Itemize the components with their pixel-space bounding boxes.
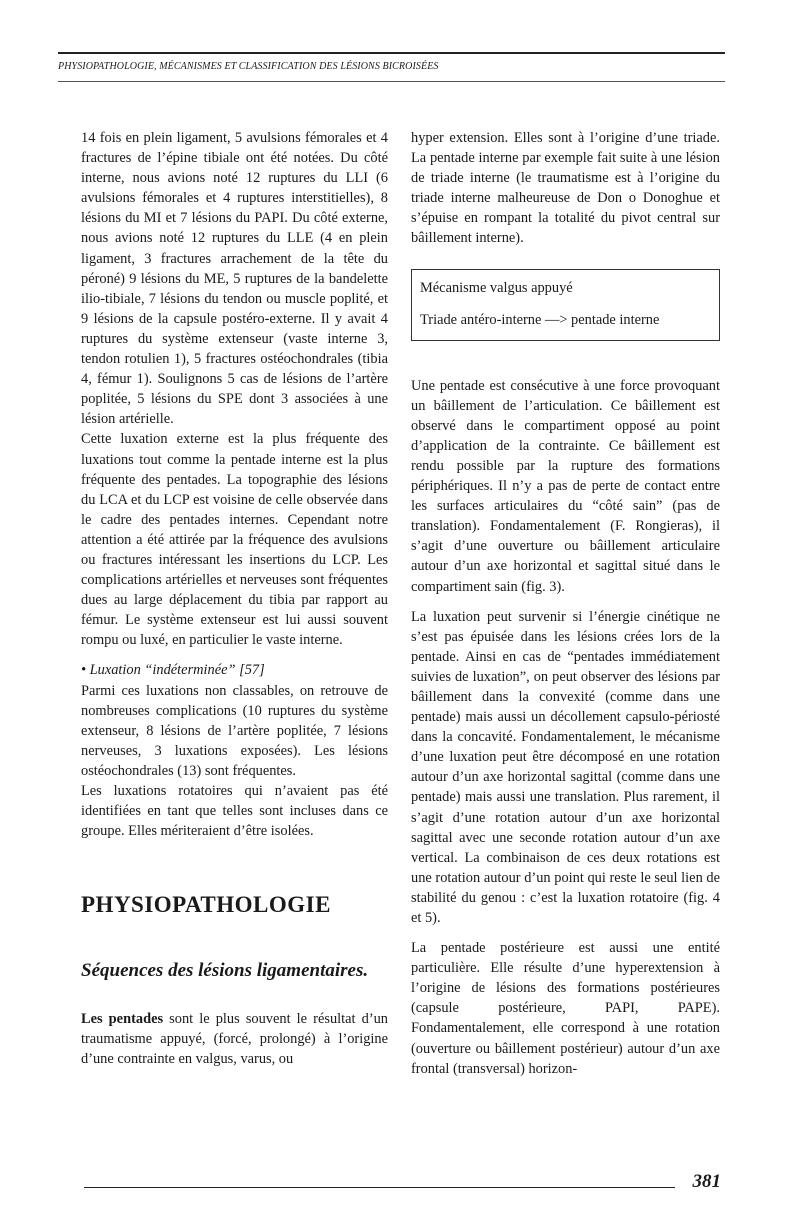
section-subtitle: Séquences des lésions ligamentaires. [81, 960, 369, 982]
paragraph [81, 1009, 388, 1069]
paragraph: Parmi ces luxations non classables, on retrouve de nombreuses complications (10 ruptures du système extenseur, 8 lésions de l’artère poplitée, 7 lésions nerveuses, 3 luxations exposées). Les lésions ostéochondrales (13) sont fréquentes. [81, 682, 388, 779]
right-column [411, 128, 720, 1079]
box-line: Mécanisme valgus appuyé [420, 279, 573, 296]
header-divider [58, 81, 725, 82]
paragraph: La luxation peut survenir si l’énergie cinétique ne s’est pas épuisée dans les lésions crées lors de la pentade. Ainsi en cas de “pentades immédiatement suivies de luxation”, on peut observer des lésions par bâillement dans la convexité (comme dans une pentade) mais aussi un décollement capsulo-périosté dans la concavité. Fondamentalement, le mécanisme d’une luxation peut être décomposé en une rotation autour d’un axe horizontal sagittal (comme dans une pentade) mais aussi une translation. Plus rarement, il s’agit d’une rotation autour d’un axe horizontal sagittal avec une seconde rotation autour d’un axe vertical. La combinaison de ces deux rotations est une rotation autour d’un point qui reste le seul lien de stabilité du genou : c’est la luxation rotatoire (fig. 4 et 5). [411, 608, 720, 926]
page-number: 381 [692, 1171, 721, 1192]
footer-rule [84, 1187, 675, 1188]
subheading-luxation-indeterminee: • Luxation “indéterminée” [57] [81, 662, 265, 679]
paragraph: Les luxations rotatoires qui n’avaient pas été identifiées en tant que telles sont incluses dans ce groupe. Elles mériteraient d’être isolées. [81, 783, 388, 840]
paragraph: La pentade postérieure est aussi une entité particulière. Elle résulte d’une hyperextension à l’origine de lésions des formations postérieures (capsule postérieure, PAPI, PAPE). Fondamentalement, elle correspond à une rotation (ouverture ou bâillement postérieur) autour d’un axe frontal (transversal) horizon- [411, 940, 720, 1077]
mechanism-box [411, 269, 720, 341]
section-title: PHYSIOPATHOLOGIE [81, 892, 331, 918]
bold-term: Les pentades [81, 1011, 164, 1028]
running-header: PHYSIOPATHOLOGIE, MÉCANISMES ET CLASSIFICATION DES LÉSIONS BICROISÉES [58, 61, 439, 72]
box-line: Triade antéro-interne —> pentade interne [420, 311, 660, 328]
paragraph: Une pentade est consécutive à une force provoquant un bâillement de l’articulation. Ce bâillement est observé dans le compartiment opposé au point d’application de la contrainte. Ce bâillement est rendu possible par la rupture des formations périphériques. Il n’y a pas de perte de contact entre les surfaces articulaires du “côté sain” (pas de translation). Fondamentalement (F. Rongieras), il s’agit d’une ouverture ou bâillement articulaire autour d’un axe horizontal et sagittal situé dans le compartiment sain (fig. 3). [411, 377, 720, 595]
paragraph-text: sont le plus souvent le résultat d’un traumatisme appuyé, (forcé, prolongé) à l’origine d’une contrainte en valgus, varus, ou [81, 1011, 388, 1068]
left-column [81, 128, 388, 1070]
paragraph: 14 fois en plein ligament, 5 avulsions fémorales et 4 fractures de l’épine tibiale ont été notées. Du côté interne, nous avions noté 12 ruptures du LLI (6 avulsions fémorales et 4 ruptures interstitielles), 8 lésions du MI et 7 lésions du PAPI. Du côté externe, nous avions noté 12 ruptures du LLE (4 en plein ligament, 3 fractures arrachement de la tête du péroné) 9 lésions du ME, 5 ruptures de la bandelette ilio-tibiale, 7 lésions du tendon ou muscle poplité, et 9 lésions de la capsule postéro-externe. Il y avait 4 ruptures du système extenseur (vaste interne 3, tendon rotulien 1), 5 fractures ostéochondrales (tibia 4, fémur 1). Soulignons 5 cas de lésions de l’artère poplitée, 5 lésions du SPE dont 3 associées à une lésion artérielle. [81, 130, 388, 428]
header-rule [58, 52, 725, 54]
paragraph: Cette luxation externe est la plus fréquente des luxations tout comme la pentade interne est la plus fréquente des pentades. La topographie des lésions du LCA et du LCP est voisine de celle observée dans le cadre des pentades internes. Cependant notre attention a été attirée par la fréquence des avulsions ou fractures intéressant les insertions du LCP. Les complications artérielles et nerveuses sont fréquentes dues au large déplacement du tibia par rapport au fémur. Le système extenseur est lui aussi souvent rompu ou luxé, en particulier le vaste interne. [81, 431, 388, 649]
paragraph: hyper extension. Elles sont à l’origine d’une triade. La pentade interne par exemple fait suite à une lésion de triade interne (le traumatisme est à l’origine du triade interne malheureuse de Don o Donoghue et s’épuise en rompant la totalité du pivot central sur bâillement interne). [411, 130, 720, 247]
